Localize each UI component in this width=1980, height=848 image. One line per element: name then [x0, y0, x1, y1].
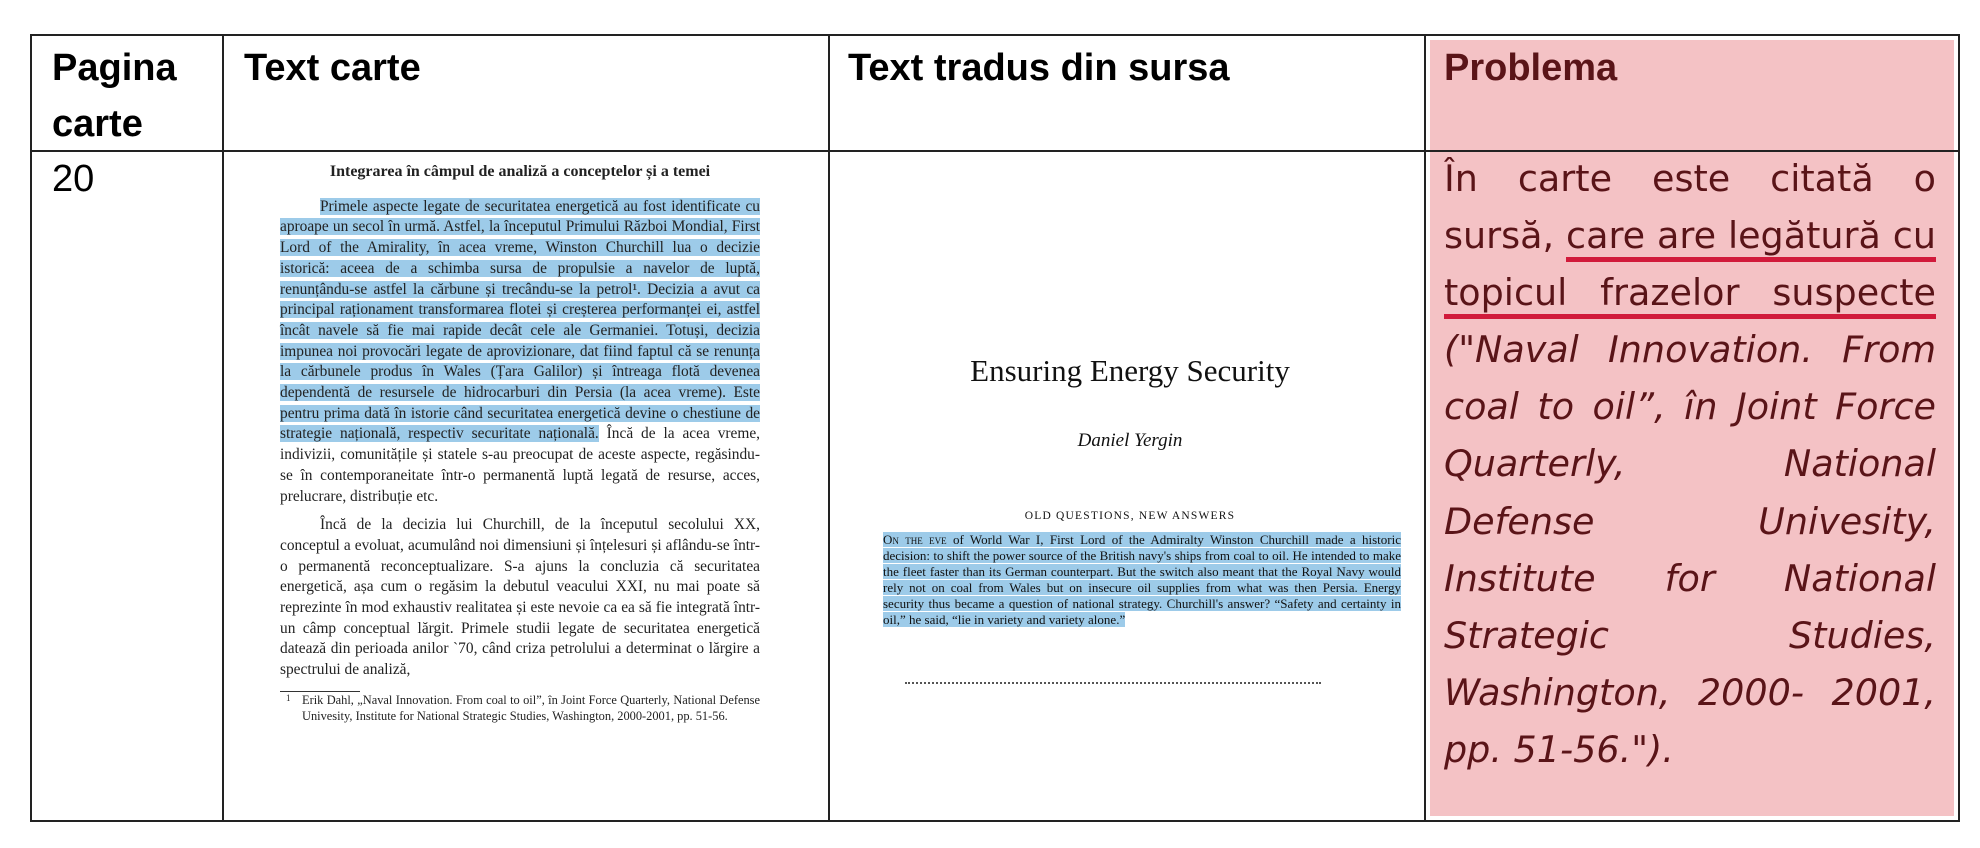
book-chapter-title: Integrarea în câmpul de analiză a conceptelor și a temei: [329, 163, 711, 180]
book-paragraph: [280, 197, 760, 508]
book-footnote: [280, 692, 760, 724]
book-paragraph: Încă de la decizia lui Churchill, de la începutul secolului XX, conceptul a evoluat, acumulând noi dimensiuni și înțelesuri și aflându-se într-o permanentă reconceptualizare. S-a ajuns la concluzia că securitatea energetică, așa cum o regăsim la debutul veacului XXI, nu mai poate să reprezinte în mod exhaustiv realitatea și este nevoie ca ea să fie integrată într-un câmp conceptual lărgit. Primele studii legate de securitatea energetică datează din perioada anilor `70, când criza petrolului a determinat o lărgire a spectrului de analiză,: [280, 516, 760, 679]
problema-intro: În carte este citată o sursă,: [1444, 157, 1936, 258]
footnote-text: Erik Dahl, „Naval Innovation. From coal to oil”, în Joint Force Quarterly, National Defense Univesity, Institute for National Strategic Studies, Washington, 2000-2001, pp. 51-56.: [302, 692, 760, 723]
source-author: Daniel Yergin: [1077, 430, 1183, 451]
source-title: Ensuring Energy Security: [970, 353, 1290, 388]
source-highlighted-passage: [883, 532, 1401, 627]
header-problema: Problema: [1444, 47, 1618, 89]
problema-underlined-phrase: care are legătură cu topicul frazelor suspecte: [1444, 214, 1936, 319]
problema-text: [1444, 150, 1936, 778]
problema-citation: ("Naval Innovation. From coal to oil”, în Joint Force Quarterly, National Defense Univesity, Institute for National Strategic Studies, Washington, 2000- 2001, pp. 51-56.").: [1444, 328, 1936, 771]
header-text-carte: Text carte: [244, 47, 421, 89]
column-divider: [1424, 36, 1426, 820]
source-paragraph: [883, 532, 1401, 628]
source-body: of World War I, First Lord of the Admiralty Winston Churchill made a historic decision: to shift the power source of the British navy's ships from coal to oil. He intended to make the fleet faster than its German counterpart. But the switch also meant that the Royal Navy would rely not on coal from Wales but on insecure oil supplies from what was then Persia. Energy security thus became a question of national strategy. Churchill's answer? “Safety and certainty in oil,” he said, “lie in variety and variety alone.”: [883, 532, 1401, 627]
footnote-mark: 1: [286, 692, 291, 703]
column-divider: [222, 36, 224, 820]
column-divider: [828, 36, 830, 820]
source-lead-in: On the eve: [883, 532, 947, 547]
book-text: Încă de la acea vreme, indivizii, comunitățile și statele s-au preocupat de aceste aspecte, regăsindu-se în contemporaneitate într-o permanentă luptă legată de resurse, acces, prelucrare, distribuție etc.: [280, 425, 761, 505]
cropped-text-edge: [905, 682, 1321, 688]
highlighted-passage: Primele aspecte legate de securitatea energetică au fost identificate cu aproape un secol în urmă. Astfel, la începutul Primului Război Mondial, First Lord of the Amirality, în acea vreme, Winston Churchill lua o decizie istorică: aceea de a schimba sursa de propulsie a navelor de luptă, renunțându-se astfel la cărbune și trecându-se la petrol¹. Decizia a avut ca principal raționament transformarea flotei și creșterea performanței ei, astfel încât navele să fie mai rapide decât cele ale Germaniei. Totuși, decizia impunea noi provocări legate de aprovizionare, dat fiind faptul că se renunța la cărbunele produs în Wales (Țara Galilor) și întreaga flotă devenea dependentă de resursele de hidrocarburi din Persia (la acea vreme). Este pentru prima dată în istorie când securitatea energetică devine o chestiune de strategie națională, respectiv securitate națională.: [280, 197, 760, 443]
book-page-scan: [280, 162, 760, 724]
page-number: 20: [52, 158, 95, 200]
header-text-tradus: Text tradus din sursa: [848, 47, 1230, 89]
source-subheading: OLD QUESTIONS, NEW ANSWERS: [1024, 510, 1236, 522]
header-pagina-carte: Pagina carte: [52, 47, 177, 145]
